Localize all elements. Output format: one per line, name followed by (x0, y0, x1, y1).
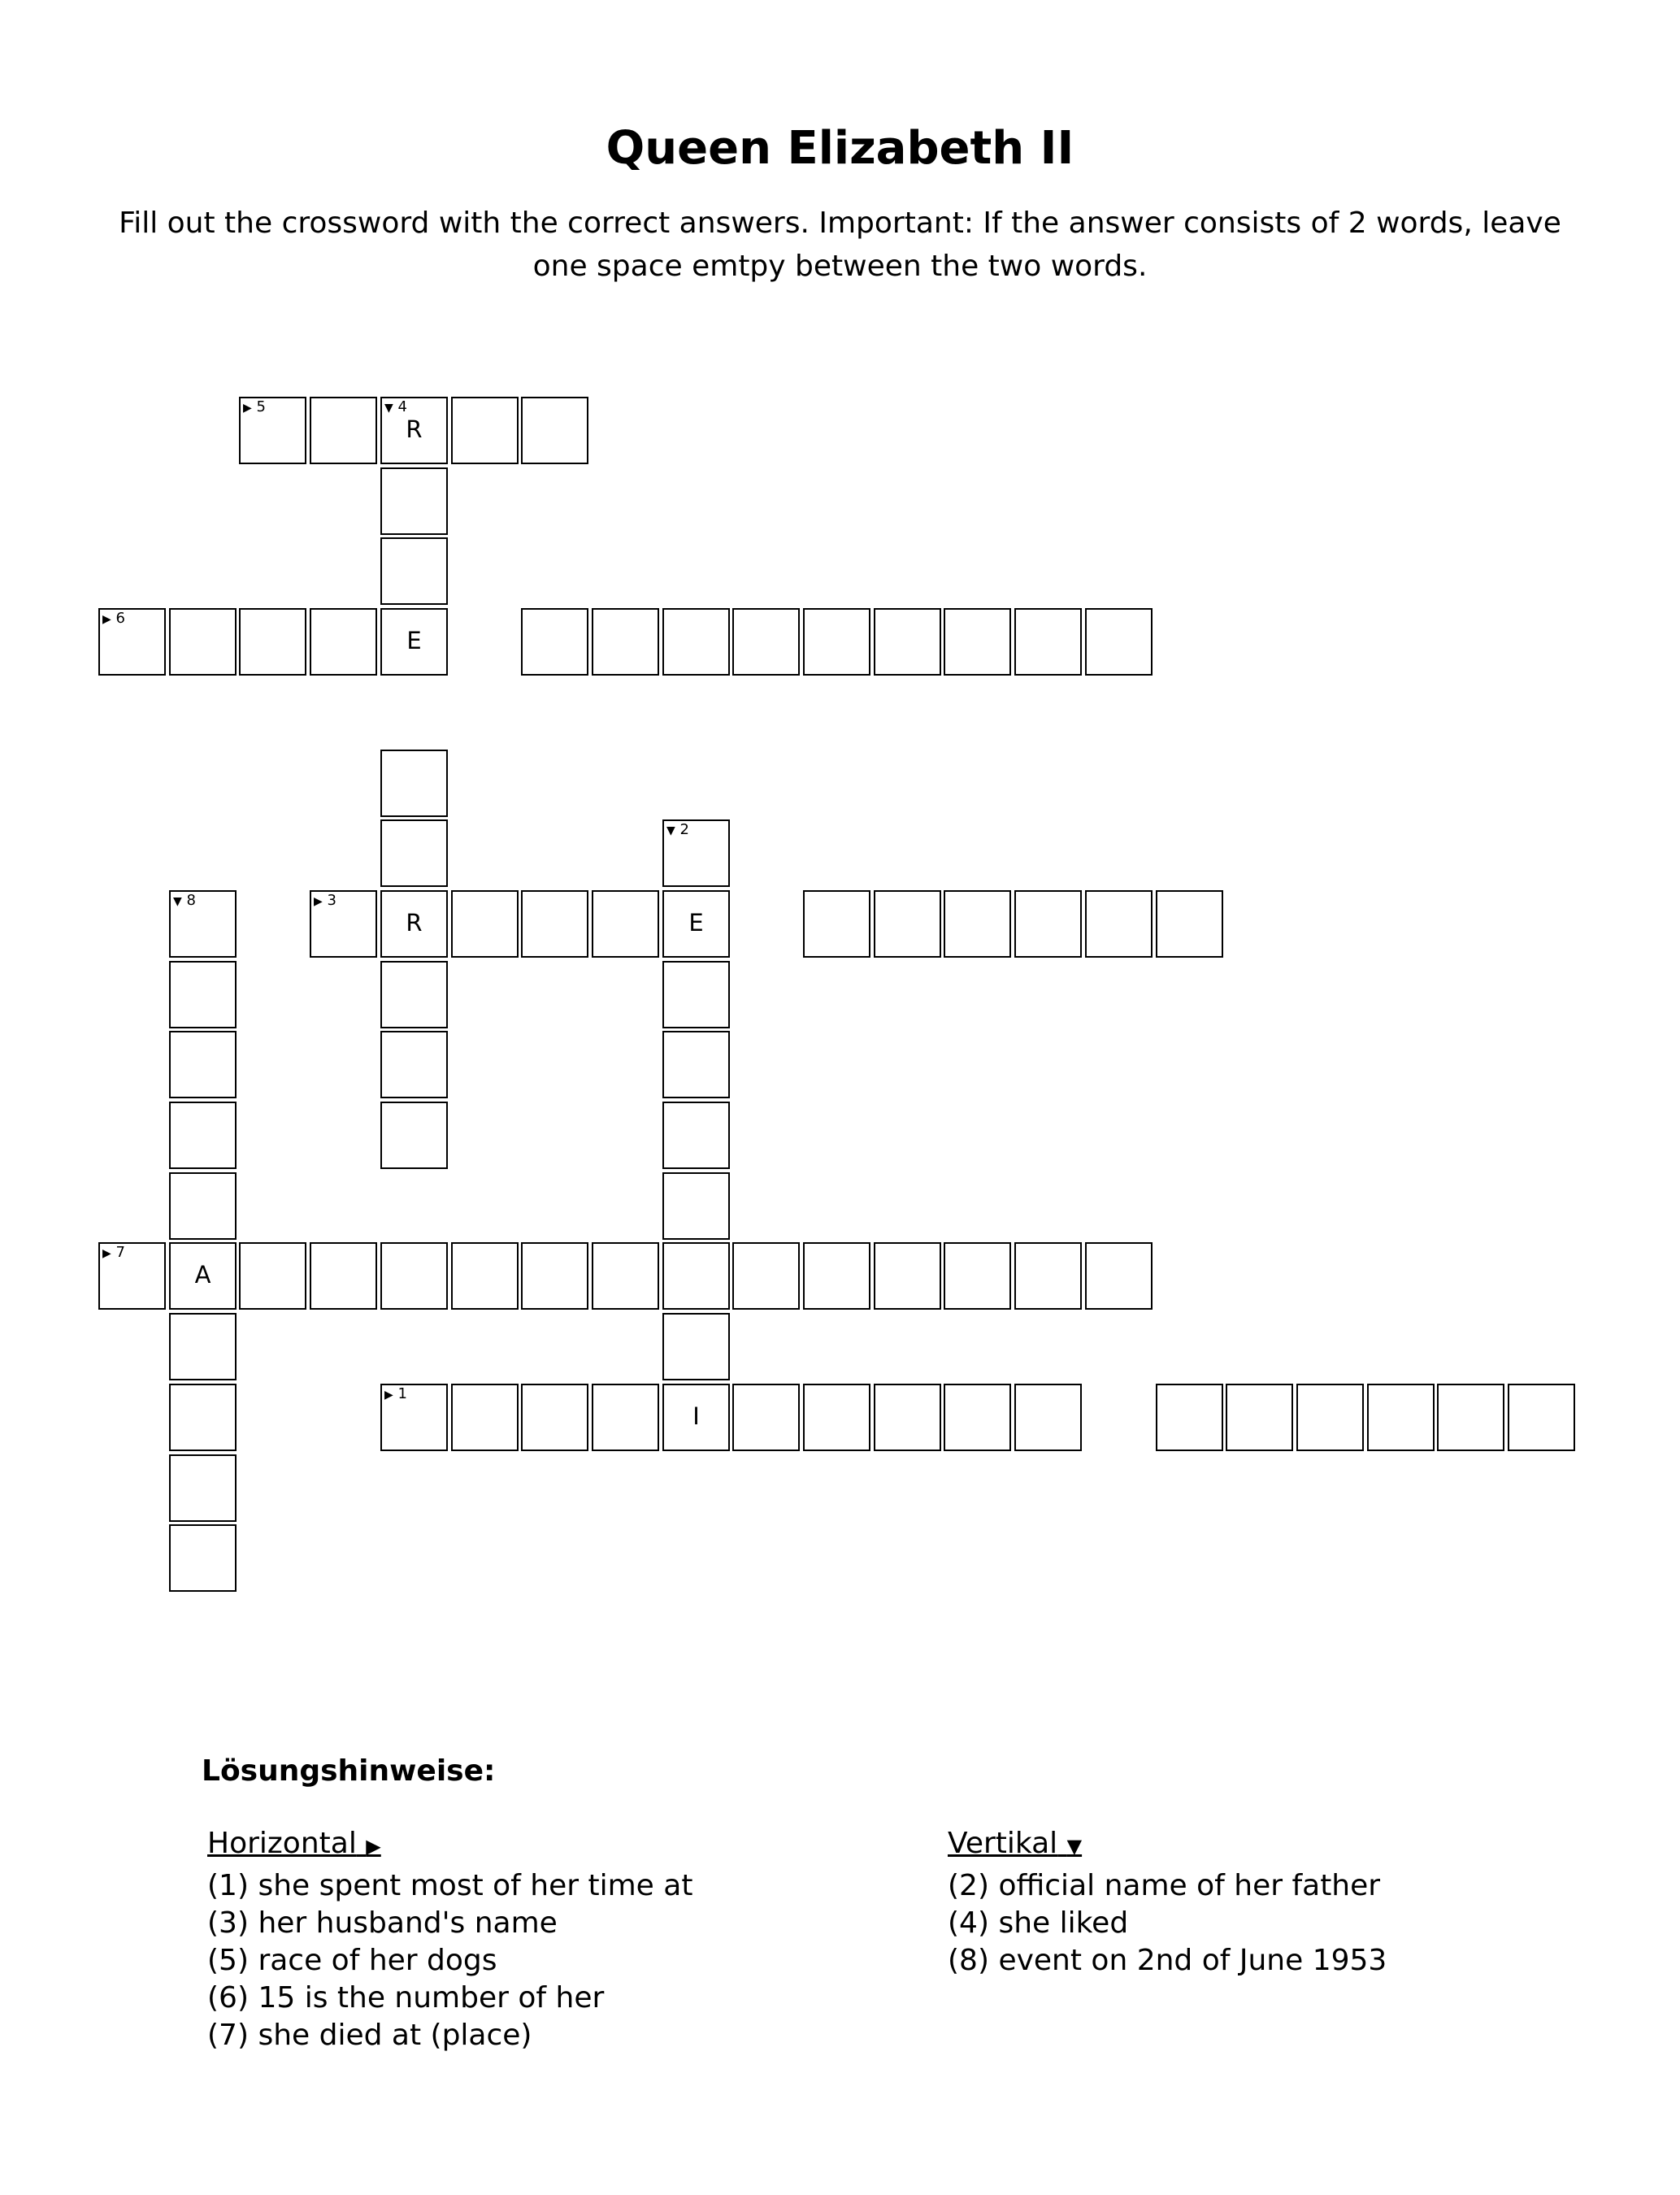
clue-number (102, 611, 125, 628)
crossword-cell[interactable] (592, 890, 659, 958)
crossword-cell[interactable] (662, 1031, 730, 1098)
crossword-cell[interactable] (521, 608, 588, 676)
crossword-cell[interactable] (662, 1242, 730, 1310)
crossword-cell[interactable] (1367, 1384, 1435, 1451)
crossword-cell[interactable] (944, 1242, 1011, 1310)
clue-number-text: 6 (115, 610, 125, 627)
crossword-cell[interactable] (239, 608, 306, 676)
crossword-cell[interactable] (169, 1454, 237, 1522)
crossword-cell[interactable] (1014, 1384, 1082, 1451)
crossword-cell[interactable] (169, 608, 237, 676)
crossword-cell[interactable] (944, 608, 1011, 676)
right-arrow-icon: ▶ (366, 1835, 381, 1858)
crossword-cell[interactable] (380, 1031, 448, 1098)
crossword-cell[interactable] (380, 961, 448, 1028)
crossword-cell[interactable] (803, 890, 870, 958)
crossword-cell[interactable] (169, 890, 237, 958)
hints-heading: Lösungshinweise: (202, 1754, 496, 1788)
cell-letter: R (406, 909, 423, 937)
cell-letter: R (406, 415, 423, 443)
crossword-cell[interactable] (380, 750, 448, 817)
crossword-cell[interactable] (1014, 890, 1082, 958)
crossword-cell[interactable] (380, 1384, 448, 1451)
cell-letter: I (692, 1402, 700, 1430)
crossword-cell[interactable] (1014, 1242, 1082, 1310)
crossword-cell[interactable] (1156, 890, 1223, 958)
down-arrow-icon: ▼ (384, 402, 393, 415)
clue-7: (7) she died at (place) (207, 2019, 532, 2052)
crossword-cell[interactable] (451, 1384, 519, 1451)
crossword-cell[interactable] (1085, 608, 1153, 676)
clue-number-text: 7 (115, 1244, 125, 1261)
crossword-cell[interactable] (874, 890, 941, 958)
crossword-cell[interactable] (310, 1242, 377, 1310)
instructions: Fill out the crossword with the correct answers. Important: If the answer consists of 2 words, leave one space emtpy between the two words. (119, 206, 1561, 283)
crossword-cell[interactable] (169, 1313, 237, 1380)
down-arrow-icon: ▼ (1066, 1835, 1083, 1858)
crossword-cell[interactable] (521, 890, 588, 958)
crossword-cell[interactable] (169, 1524, 237, 1592)
crossword-cell[interactable] (239, 1242, 306, 1310)
clue-1: (1) she spent most of her time at (207, 1869, 693, 1902)
vertical-heading (948, 1825, 1387, 1862)
crossword-cell[interactable] (1085, 1242, 1153, 1310)
crossword-cell[interactable] (380, 890, 448, 958)
vertical-label: Vertikal (948, 1827, 1058, 1860)
crossword-cell[interactable] (169, 1242, 237, 1310)
crossword-cell[interactable] (380, 1242, 448, 1310)
clue-2: (2) official name of her father (948, 1869, 1381, 1902)
crossword-cell[interactable] (239, 397, 306, 464)
horizontal-heading (207, 1825, 692, 1862)
clue-number (384, 399, 407, 416)
crossword-cell[interactable] (380, 819, 448, 887)
clue-number (314, 893, 336, 910)
clue-number-text: 5 (256, 398, 266, 415)
clue-4: (4) she liked (948, 1906, 1129, 1940)
crossword-cell[interactable] (944, 1384, 1011, 1451)
crossword-cell[interactable] (169, 1102, 237, 1169)
crossword-cell[interactable] (874, 608, 941, 676)
horizontal-label: Horizontal (207, 1827, 357, 1860)
clue-5: (5) race of her dogs (207, 1944, 497, 1977)
crossword-cell[interactable] (592, 608, 659, 676)
crossword-cell[interactable] (169, 961, 237, 1028)
crossword-cell[interactable] (310, 397, 377, 464)
crossword-cell[interactable] (874, 1384, 941, 1451)
crossword-cell[interactable] (169, 1031, 237, 1098)
crossword-cell[interactable] (380, 467, 448, 535)
crossword-cell[interactable] (662, 1313, 730, 1380)
crossword-cell[interactable] (451, 1242, 519, 1310)
crossword-cell[interactable] (451, 397, 519, 464)
crossword-cell[interactable] (662, 1384, 730, 1451)
down-arrow-icon: ▼ (173, 895, 182, 908)
cell-letter: A (194, 1261, 211, 1289)
crossword-cell[interactable] (310, 608, 377, 676)
right-arrow-icon: ▶ (384, 1389, 393, 1402)
down-arrow-icon: ▼ (666, 824, 675, 837)
crossword-cell[interactable] (732, 1384, 800, 1451)
crossword-cell[interactable] (310, 890, 377, 958)
crossword-cell[interactable] (662, 961, 730, 1028)
right-arrow-icon: ▶ (314, 895, 323, 908)
crossword-cell[interactable] (662, 1172, 730, 1240)
crossword-cell[interactable] (662, 819, 730, 887)
crossword-cell[interactable] (592, 1384, 659, 1451)
clue-number (173, 893, 196, 910)
crossword-cell[interactable] (592, 1242, 659, 1310)
crossword-cell[interactable] (380, 537, 448, 605)
right-arrow-icon: ▶ (243, 402, 252, 415)
cell-letter: E (406, 627, 422, 654)
crossword-cell[interactable] (803, 608, 870, 676)
crossword-cell[interactable] (451, 890, 519, 958)
page-title: Queen Elizabeth II (606, 122, 1074, 175)
clue-number-text: 1 (397, 1385, 407, 1402)
clue-number-text: 2 (679, 821, 689, 838)
crossword-cell[interactable] (98, 608, 166, 676)
crossword-cell[interactable] (803, 1384, 870, 1451)
cell-letter: E (688, 909, 704, 937)
vertical-clues (948, 1825, 1387, 1980)
horizontal-clues (207, 1825, 692, 2054)
clue-number-text: 3 (327, 892, 336, 909)
crossword-cell[interactable] (1014, 608, 1082, 676)
crossword-cell[interactable] (169, 1384, 237, 1451)
crossword-cell[interactable] (1085, 890, 1153, 958)
clue-number (666, 822, 689, 839)
crossword-cell[interactable] (803, 1242, 870, 1310)
crossword-cell[interactable] (662, 608, 730, 676)
crossword-cell[interactable] (662, 890, 730, 958)
crossword-cell[interactable] (1296, 1384, 1364, 1451)
crossword-cell[interactable] (1437, 1384, 1504, 1451)
clue-number-text: 4 (397, 398, 407, 415)
crossword-cell[interactable] (1226, 1384, 1293, 1451)
clue-8: (8) event on 2nd of June 1953 (948, 1944, 1387, 1977)
crossword-cell[interactable] (380, 608, 448, 676)
clue-number (102, 1245, 125, 1262)
right-arrow-icon: ▶ (102, 1247, 111, 1260)
crossword-cell[interactable] (380, 1102, 448, 1169)
crossword-cell[interactable] (521, 1384, 588, 1451)
crossword-cell[interactable] (944, 890, 1011, 958)
crossword-cell[interactable] (380, 397, 448, 464)
crossword-cell[interactable] (732, 1242, 800, 1310)
clue-number-text: 8 (186, 892, 196, 909)
crossword-cell[interactable] (874, 1242, 941, 1310)
clue-number (384, 1386, 407, 1403)
clue-number (243, 399, 266, 416)
crossword-cell[interactable] (1156, 1384, 1223, 1451)
crossword-cell[interactable] (662, 1102, 730, 1169)
crossword-cell[interactable] (1508, 1384, 1575, 1451)
crossword-cell[interactable] (169, 1172, 237, 1240)
clue-3: (3) her husband's name (207, 1906, 558, 1940)
crossword-cell[interactable] (521, 397, 588, 464)
right-arrow-icon: ▶ (102, 613, 111, 626)
crossword-cell[interactable] (98, 1242, 166, 1310)
clue-6: (6) 15 is the number of her (207, 1981, 605, 2015)
crossword-cell[interactable] (732, 608, 800, 676)
crossword-cell[interactable] (521, 1242, 588, 1310)
